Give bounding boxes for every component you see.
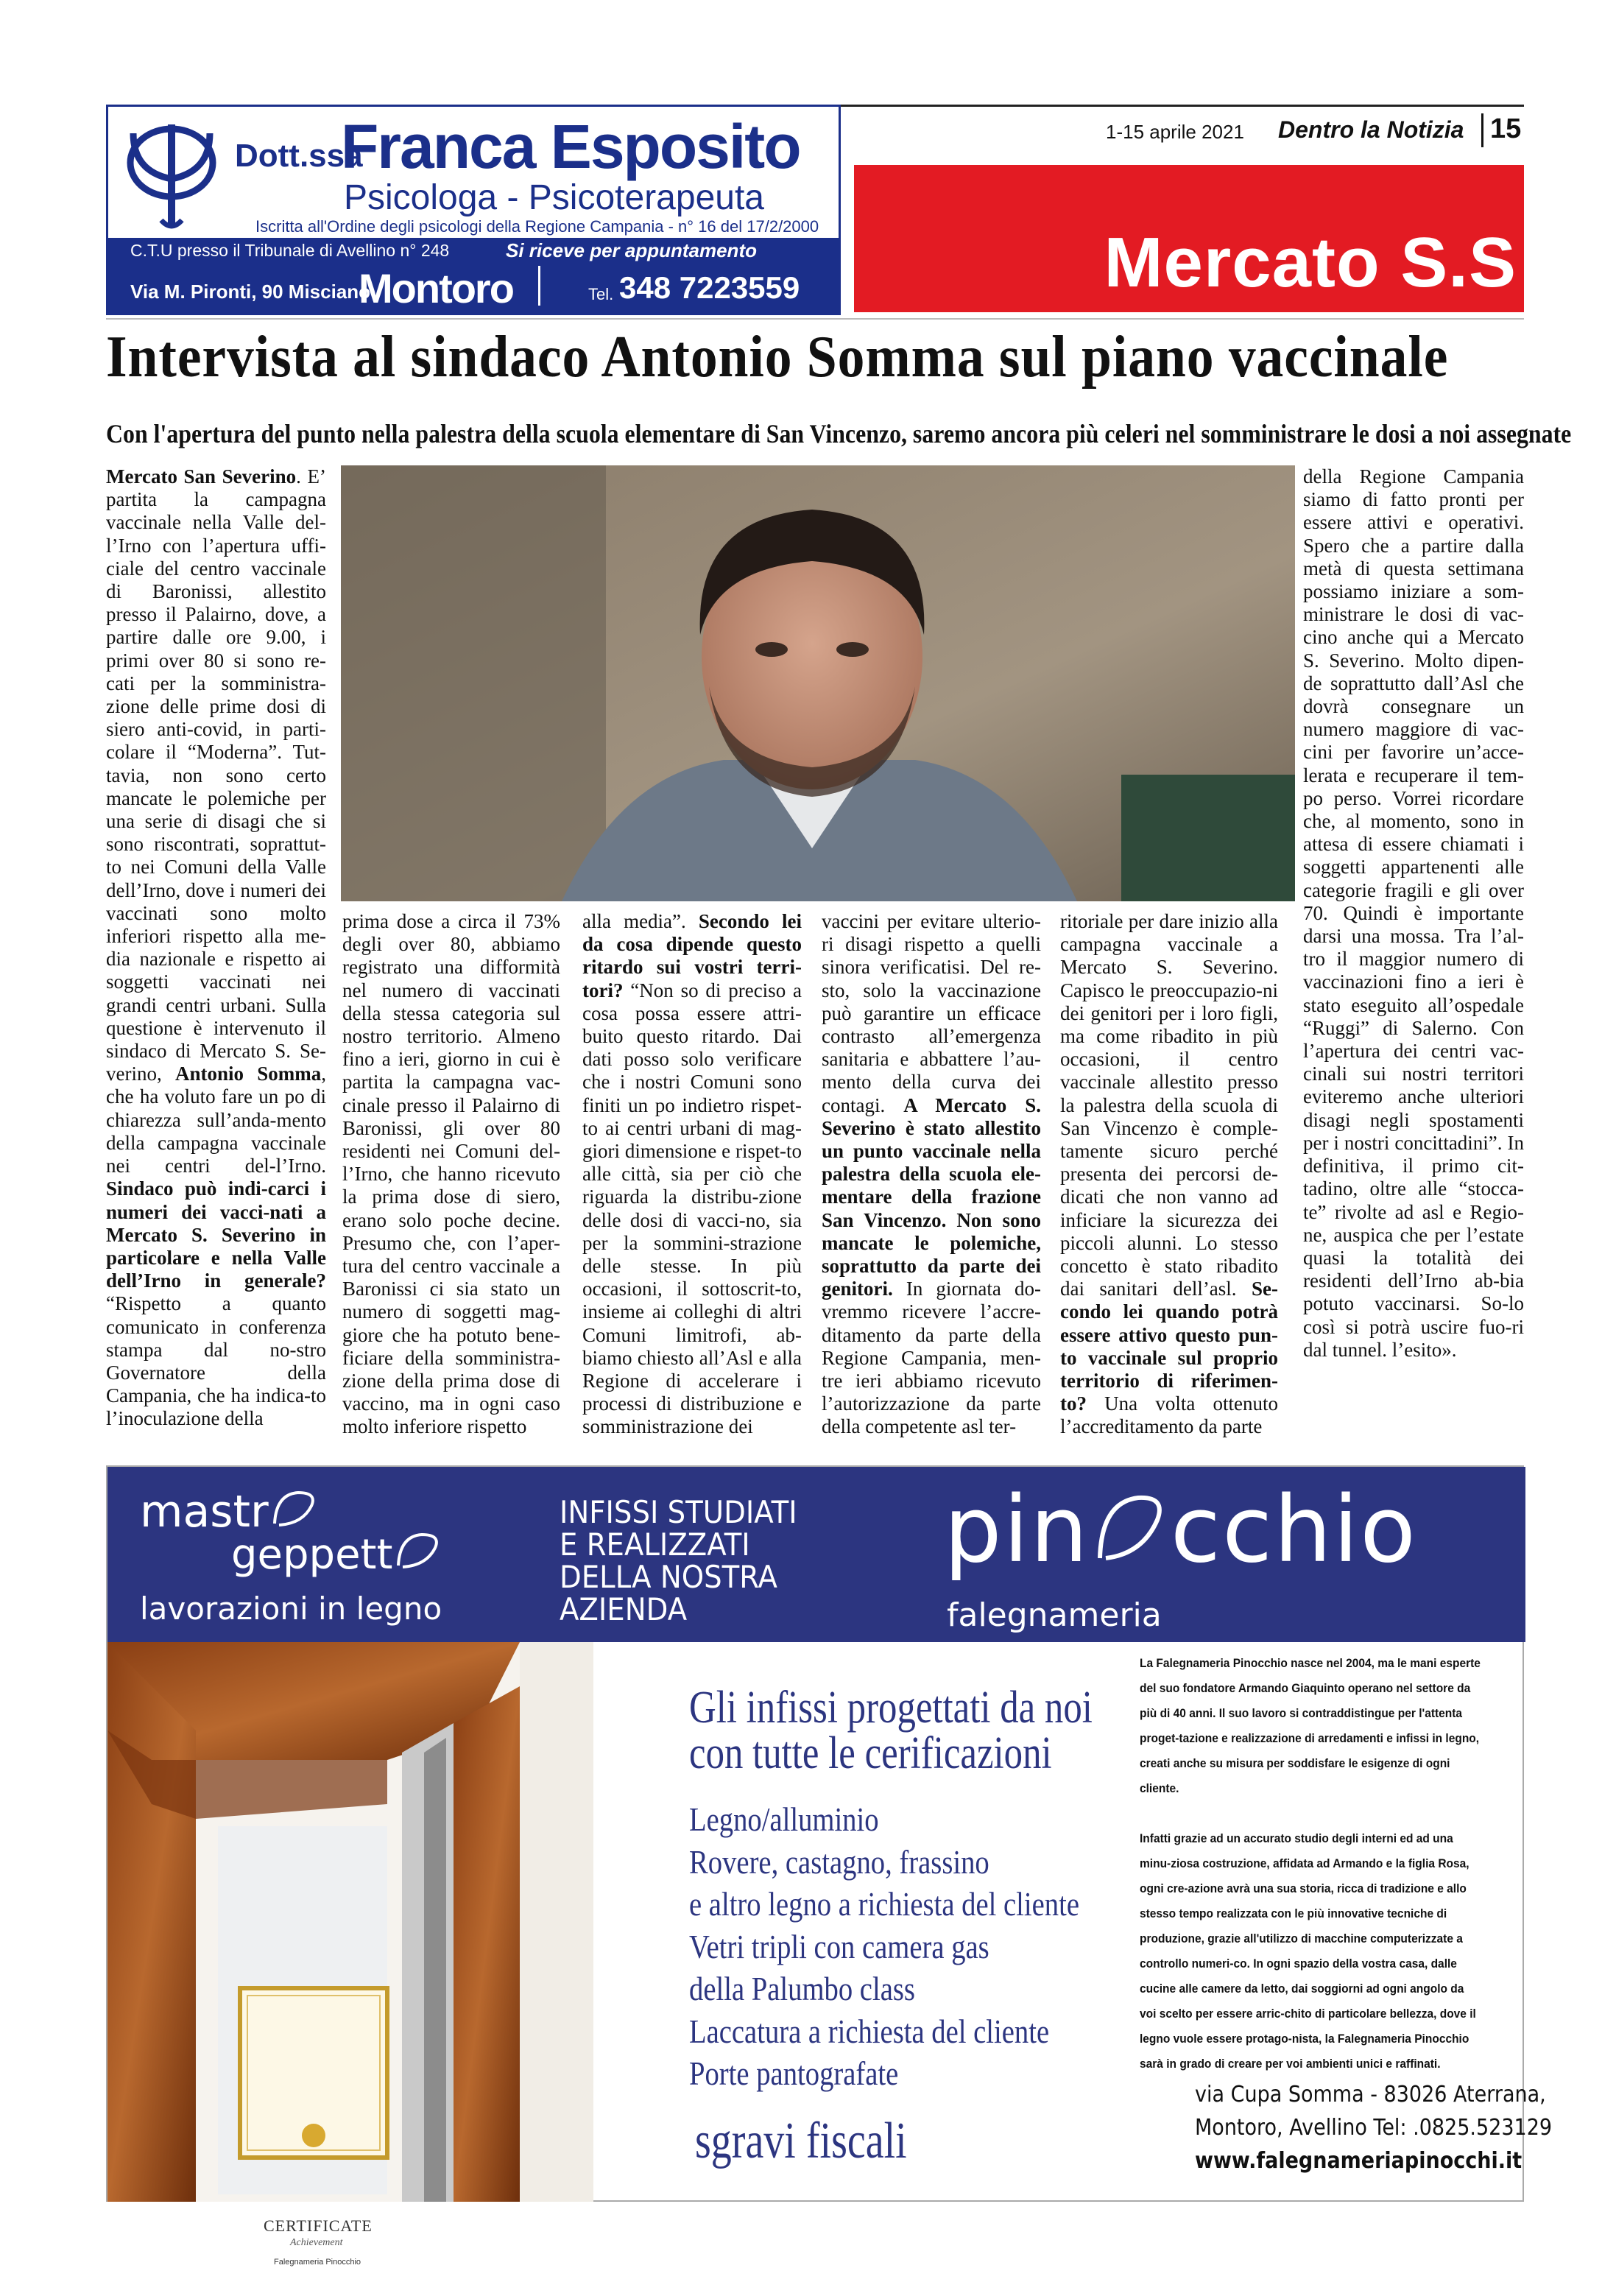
mastro-logo-line2: geppett: [231, 1529, 444, 1579]
article-text: ritoriale per dare inizio alla campagna vaccinale a Mercato S. Severino. Capisco le preoccupazio-ni dei genitori per i loro figli, ma come ribadito in più occasioni, il centro vaccinale allestito presso la palestra della scuola di San Vincenzo è comple-tamente sicuro perché presenta dei percorsi de-dicati che non vanno ad inficiare la sicurezza dei piccoli alunni. Lo stesso concetto è stato ribadito dai sanitari dell’asl.: [1060, 910, 1278, 1300]
feature-item: Laccatura a richiesta del cliente: [689, 2012, 1050, 2050]
rubric-title: Dentro la Notizia: [1278, 116, 1464, 143]
article-text: , che ha voluto fare un po di chiarezza sull’anda-mento della campagna vaccinale nei centri del-l’Irno.: [106, 1063, 326, 1177]
certificate-company: Falegnameria Pinocchio: [274, 2258, 361, 2267]
interview-question: Sindaco può indi-carci i numeri dei vacci-nati a Mercato S. Severino in particolare e nella Valle dell’Irno in generale?: [106, 1177, 326, 1292]
article-text: In giornata do-vremmo ricevere l’accre-ditamento da parte della Regione Campania, men-tre ieri abbiamo ricevuto l’autorizzazione da parte della competente asl ter-: [822, 1278, 1041, 1438]
slogan-line: E REALIZZATI: [560, 1526, 750, 1563]
ad-address: Via M. Pironti, 90 Misciano: [130, 281, 371, 303]
ad-slogan: [560, 1496, 797, 1626]
slogan-line: INFISSI STUDIATI: [560, 1494, 797, 1530]
article-text: “Non so di preciso a cosa possa essere attri-buito questo ritardo. Dai dati posso solo verificare che i nostri Comuni sono finiti un po indietro rispet-to ai centri urbani di mag-giori dimensione e rispet-to alle città, sia per ciò che riguarda la distribu-zione delle dosi di vacci-no, sia per la sommini-strazione delle stesse. In più occasioni, il sottoscrit-to, insieme ai colleghi di altri Comuni limitrofi, ab-biamo chiesto all’Asl e alla Regione di accelerare i processi di distribuzione e somministrazione dei: [582, 979, 802, 1438]
article-column-4: [822, 910, 1041, 1439]
issue-date: 1-15 aprile 2021: [1106, 121, 1244, 143]
feature-item: e altro legno a richiesta del cliente: [689, 1885, 1079, 1923]
interview-question: Se-condo lei quando potrà essere attivo questo pun-to vaccinale sul proprio territorio di riferimen-to?: [1060, 1278, 1278, 1415]
ad-title-prefix: Dott.ssa: [235, 138, 363, 174]
ad-contact-bar: [108, 238, 839, 313]
certificate-title: CERTIFICATE: [264, 2216, 373, 2235]
swirl-icon: [392, 1529, 444, 1573]
article-text: vaccini per evitare ulterio-ri disagi rispetto a quelli sinora verificatisi. Del re-sto, solo la vaccinazione può garantire un efficace contrasto all’emergenza sanitaria e abbattere l’au-mento della curva dei contagi.: [822, 910, 1041, 1116]
interview-question: Secondo lei da cosa dipende questo ritardo sui vostri terri-tori?: [582, 910, 802, 1001]
mayor-name: Antonio Somma: [174, 1063, 322, 1085]
feature-item: Porte pantografate: [689, 2054, 899, 2092]
company-contact: [1195, 2078, 1553, 2177]
slogan-line: DELLA NOSTRA: [560, 1559, 777, 1595]
feature-item: Rovere, castagno, frassino: [689, 1842, 989, 1881]
pinocchio-tagline: falegnameria: [947, 1596, 1162, 1634]
article-column-5: [1060, 910, 1278, 1439]
article-text: alla media”.: [582, 910, 699, 932]
ad-headline-line: con tutte le cerificazioni: [689, 1728, 1052, 1778]
ad-headline: [689, 1685, 1093, 1776]
psychologist-ad: [106, 105, 841, 315]
tax-relief-banner: sgravi fiscali: [695, 2113, 907, 2169]
description-paragraph: Infatti grazie ad un accurato studio degli interni ed ad una minu-ziosa costruzione, affidata ad Armando e la figlia Rosa, ogni cre-azione avrà una sua storia, ricca di tradizione e allo stesso tempo realizzata con le più innovative tecniche di produzione, grazie all'utilizzo di macchine computerizzate a controllo numeri-co. In ogni spazio della vostra casa, dalle cucine alle camere da letto, dai soggiorni ad ogni angolo da voi scelto per essere arric-chito di particolare bellezza, dove il legno vuole essere protago-nista, la Falegnameria Pinocchio sarà in grado di creare per voi ambienti unici e raffinati.: [1140, 1832, 1476, 2071]
article-column-1: [106, 465, 326, 1431]
feature-item: della Palumbo class: [689, 1970, 915, 2007]
article-subheadline: Con l'apertura del punto nella palestra della scuola elementare di San Vincenzo, saremo ancora più celeri nel somministrare le dosi a noi assegnate: [106, 419, 1572, 448]
description-paragraph: La Falegnameria Pinocchio nasce nel 2004, ma le mani esperte del suo fondatore Armando Giaquinto operano nel settore da più di 40 anni. Il suo lavoro si contraddistingue per l'attenta proget-tazione e realizzazione di arredamenti e infissi in legno, creati anche su misura per soddisfare le esigenze di ogni cliente.: [1140, 1657, 1481, 1795]
company-website: www.falegnameriapinocchi.it: [1195, 2148, 1523, 2174]
feature-item: Legno/alluminio: [689, 1800, 879, 1838]
slogan-line: AZIENDA: [560, 1591, 688, 1627]
swirl-icon: [269, 1487, 320, 1531]
ad-registration: Iscritta all'Ordine degli psicologi della Regione Campania - n° 16 del 17/2/2000: [255, 217, 819, 236]
article-lead: Mercato San Severino: [106, 465, 297, 487]
article-text: prima dose a circa il 73% degli over 80, abbiamo registrato una difformità nel numero di vaccinati della stessa categoria sul nostro territorio. Almeno fino a ieri, giorno in cui è partita la campagna vac-cinale presso il Palairno di Baronissi, gli over 80 residenti nei Comuni del-l’Irno, che hanno ricevuto la prima dose di siero, erano solo poche decine. Presumo che, con l’aper-tura del centro vaccinale a Baronissi ci sia stato un numero di soggetti mag-giore che ha potuto bene-ficiare della somministra-zione della prima dose di vaccino, ma in ogni caso molto inferiore rispetto: [342, 910, 560, 1438]
certificate-subtitle: Achievement: [290, 2237, 343, 2248]
mastro-logo-line1: mastr: [140, 1486, 320, 1538]
ad-banner: [107, 1467, 1525, 1642]
article-column-2: [342, 910, 560, 1439]
ad-name: Franca Esposito: [341, 112, 800, 181]
portrait-illustration: [341, 465, 1295, 901]
article-headline: Intervista al sindaco Antonio Somma sul piano vaccinale: [106, 325, 1449, 390]
article-column-3: [582, 910, 802, 1439]
article-text: “Rispetto a quanto comunicato in conferenza stampa dal no-stro Governatore della Campania, che ha indica-to l’inoculazione della: [106, 1292, 326, 1430]
ad-phone: 348 7223559: [619, 270, 800, 305]
carpentry-ad: [106, 1465, 1553, 2267]
pinocchio-logo: pin cchio: [944, 1477, 1418, 1583]
ad-role: Psicologa - Psicoterapeuta: [344, 178, 764, 217]
mastro-tagline: lavorazioni in legno: [140, 1591, 442, 1627]
section-title: Mercato S.S: [1104, 223, 1517, 302]
section-banner: [854, 165, 1524, 312]
article-text: della Regione Campania siamo di fatto pronti per essere attivi e operativi. Spero che a partire dalla metà di questa settimana possiamo iniziare a som-ministrare le dosi di vac-cino anche qui a Mercato S. Severino. Molto dipen-de soprattutto dall’Asl che dovrà consegnare un numero maggiore di vac-cini per favorire un’acce-lerata e recuperare il tem-po perso. Vorrei ricordare che, al momento, sono in attesa di essere chiamati i soggetti appartenenti alle categorie fragili e gli over 70. Quindi è importante darsi una mossa. Tra l’al-tro il maggior numero di vaccinazioni fino a ieri è stato eseguito all’ospedale “Ruggi” di Salerno. Con l’apertura dei centri vac-cinali sui nostri territori eviteremo anche ulteriori disagi negli spostamenti per i nostri concittadini”. In definitiva, il primo cit-tadino, oltre alle “stocca-te” rivolte ad asl e Regio-ne, auspica che per l’estate quasi la totalità dei residenti dell’Irno ab-bia potuto vaccinarsi. So-lo così si potrà uscire fuo-ri dal tunnel. l’esito».: [1303, 465, 1524, 1361]
article-text: . E’ partita la campagna vaccinale nella Valle del-l’Irno con l’apertura uffi-ciale del centro vaccinale di Baronissi, allestito presso il Palairno, dove, a partire dalle ore 9.00, i primi over 80 si sono re-cati per la somministra-zione delle prime dosi di siero anti-covid, in parti-colare il “Moderna”. Tut-tavia, non sono certo mancate le polemiche per una serie di disagi che si sono riscontrati, soprattut-to nei Comuni della Valle dell’Irno, dove i numeri dei vaccinati sono molto inferiori rispetto alla me-dia nazionale e rispetto ai soggetti vaccinati nei grandi centri urbani. Sulla questione è intervenuto il sindaco di Mercato S. Se-verino,: [106, 465, 326, 1085]
company-description: [1140, 1651, 1481, 2077]
article-text: Una volta ottenuto l’accreditamento da parte: [1060, 1392, 1278, 1438]
ad-ctu: C.T.U presso il Tribunale di Avellino n° 248: [130, 241, 450, 260]
feature-list: [689, 1798, 1079, 2095]
ad-appointment: Si riceve per appuntamento: [506, 239, 757, 261]
ad-tel-label: Tel.: [588, 285, 614, 303]
swirl-icon: [1090, 1487, 1171, 1568]
ad-headline-line: Gli infissi progettati da noi: [689, 1683, 1093, 1733]
ad-separator: [538, 266, 540, 306]
ad-city: Montoro: [359, 265, 513, 311]
article-column-6: [1303, 465, 1524, 1362]
feature-item: Vetri tripli con camera gas: [689, 1927, 989, 1965]
mayor-photo: [341, 465, 1295, 901]
interview-question: A Mercato S. Severino è stato allestito un punto vaccinale nella palestra della scuola ele-mentare della frazione San Vincenzo. Non sono mancate le polemiche, soprattutto da parte dei genitori.: [822, 1094, 1041, 1300]
company-phone: Montoro, Avellino Tel: .0825.523129: [1195, 2115, 1553, 2141]
page-number: 15: [1490, 113, 1522, 144]
header-rule: [106, 318, 1524, 320]
wooden-window-illustration: [107, 1642, 593, 2202]
rubric-separator: [1481, 113, 1483, 147]
company-address: via Cupa Somma - 83026 Aterrana,: [1195, 2082, 1546, 2107]
psi-logo-icon: [119, 117, 229, 235]
window-frame-image: [107, 1642, 593, 2267]
